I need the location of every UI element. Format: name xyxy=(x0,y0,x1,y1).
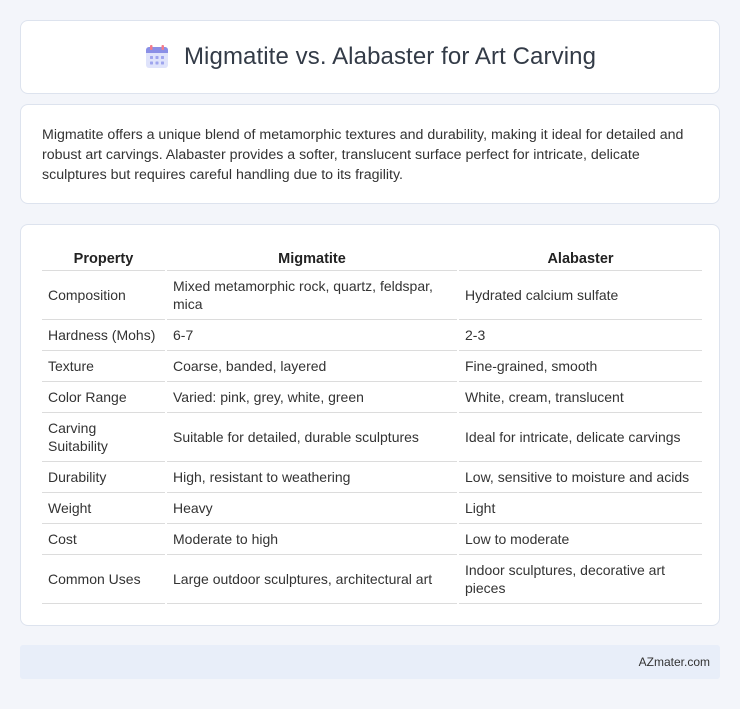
table-row xyxy=(42,382,702,413)
property-cell: Carving Suitability xyxy=(42,413,165,462)
table-card xyxy=(20,224,720,626)
alabaster-cell: White, cream, translucent xyxy=(459,382,702,413)
alabaster-cell: 2-3 xyxy=(459,320,702,351)
header-migmatite: Migmatite xyxy=(167,247,457,271)
summary-text: Migmatite offers a unique blend of metamorphic textures and durability, making it ideal for detailed and robust art carvings. Alabaster provides a softer, translucent surface perfect for intricate, delicate sculptures but requires careful handling due to its fragility. xyxy=(42,127,684,183)
table-row xyxy=(42,320,702,351)
title-wrap xyxy=(144,43,596,71)
property-cell: Composition xyxy=(42,271,165,320)
property-cell: Hardness (Mohs) xyxy=(42,320,165,351)
comparison-table xyxy=(40,247,704,604)
property-cell: Weight xyxy=(42,493,165,524)
table-row xyxy=(42,524,702,555)
alabaster-cell: Hydrated calcium sulfate xyxy=(459,271,702,320)
property-cell: Color Range xyxy=(42,382,165,413)
alabaster-cell: Fine-grained, smooth xyxy=(459,351,702,382)
migmatite-cell: Mixed metamorphic rock, quartz, feldspar, mica xyxy=(167,271,457,320)
migmatite-cell: Moderate to high xyxy=(167,524,457,555)
property-cell: Common Uses xyxy=(42,555,165,604)
header-property: Property xyxy=(42,247,165,271)
alabaster-cell: Light xyxy=(459,493,702,524)
migmatite-cell: 6-7 xyxy=(167,320,457,351)
alabaster-cell: Ideal for intricate, delicate carvings xyxy=(459,413,702,462)
property-cell: Texture xyxy=(42,351,165,382)
alabaster-cell: Low, sensitive to moisture and acids xyxy=(459,462,702,493)
footer-credit: AZmater.com xyxy=(638,655,710,669)
table-row xyxy=(42,413,702,462)
table-row xyxy=(42,462,702,493)
migmatite-cell: Heavy xyxy=(167,493,457,524)
table-row xyxy=(42,493,702,524)
table-header-row xyxy=(42,247,702,271)
title-card xyxy=(20,20,720,94)
table-row xyxy=(42,351,702,382)
property-cell: Durability xyxy=(42,462,165,493)
table-row xyxy=(42,555,702,604)
migmatite-cell: Coarse, banded, layered xyxy=(167,351,457,382)
migmatite-cell: Large outdoor sculptures, architectural art xyxy=(167,555,457,604)
alabaster-cell: Indoor sculptures, decorative art pieces xyxy=(459,555,702,604)
summary-card xyxy=(20,104,720,204)
header-alabaster: Alabaster xyxy=(459,247,702,271)
page-title: Migmatite vs. Alabaster for Art Carving xyxy=(183,43,597,70)
property-cell: Cost xyxy=(42,524,165,555)
migmatite-cell: Varied: pink, grey, white, green xyxy=(167,382,457,413)
table-row xyxy=(42,271,702,320)
migmatite-cell: High, resistant to weathering xyxy=(167,462,457,493)
migmatite-cell: Suitable for detailed, durable sculptures xyxy=(167,413,457,462)
calendar-icon xyxy=(144,44,170,70)
alabaster-cell: Low to moderate xyxy=(459,524,702,555)
footer-bar xyxy=(20,645,720,679)
